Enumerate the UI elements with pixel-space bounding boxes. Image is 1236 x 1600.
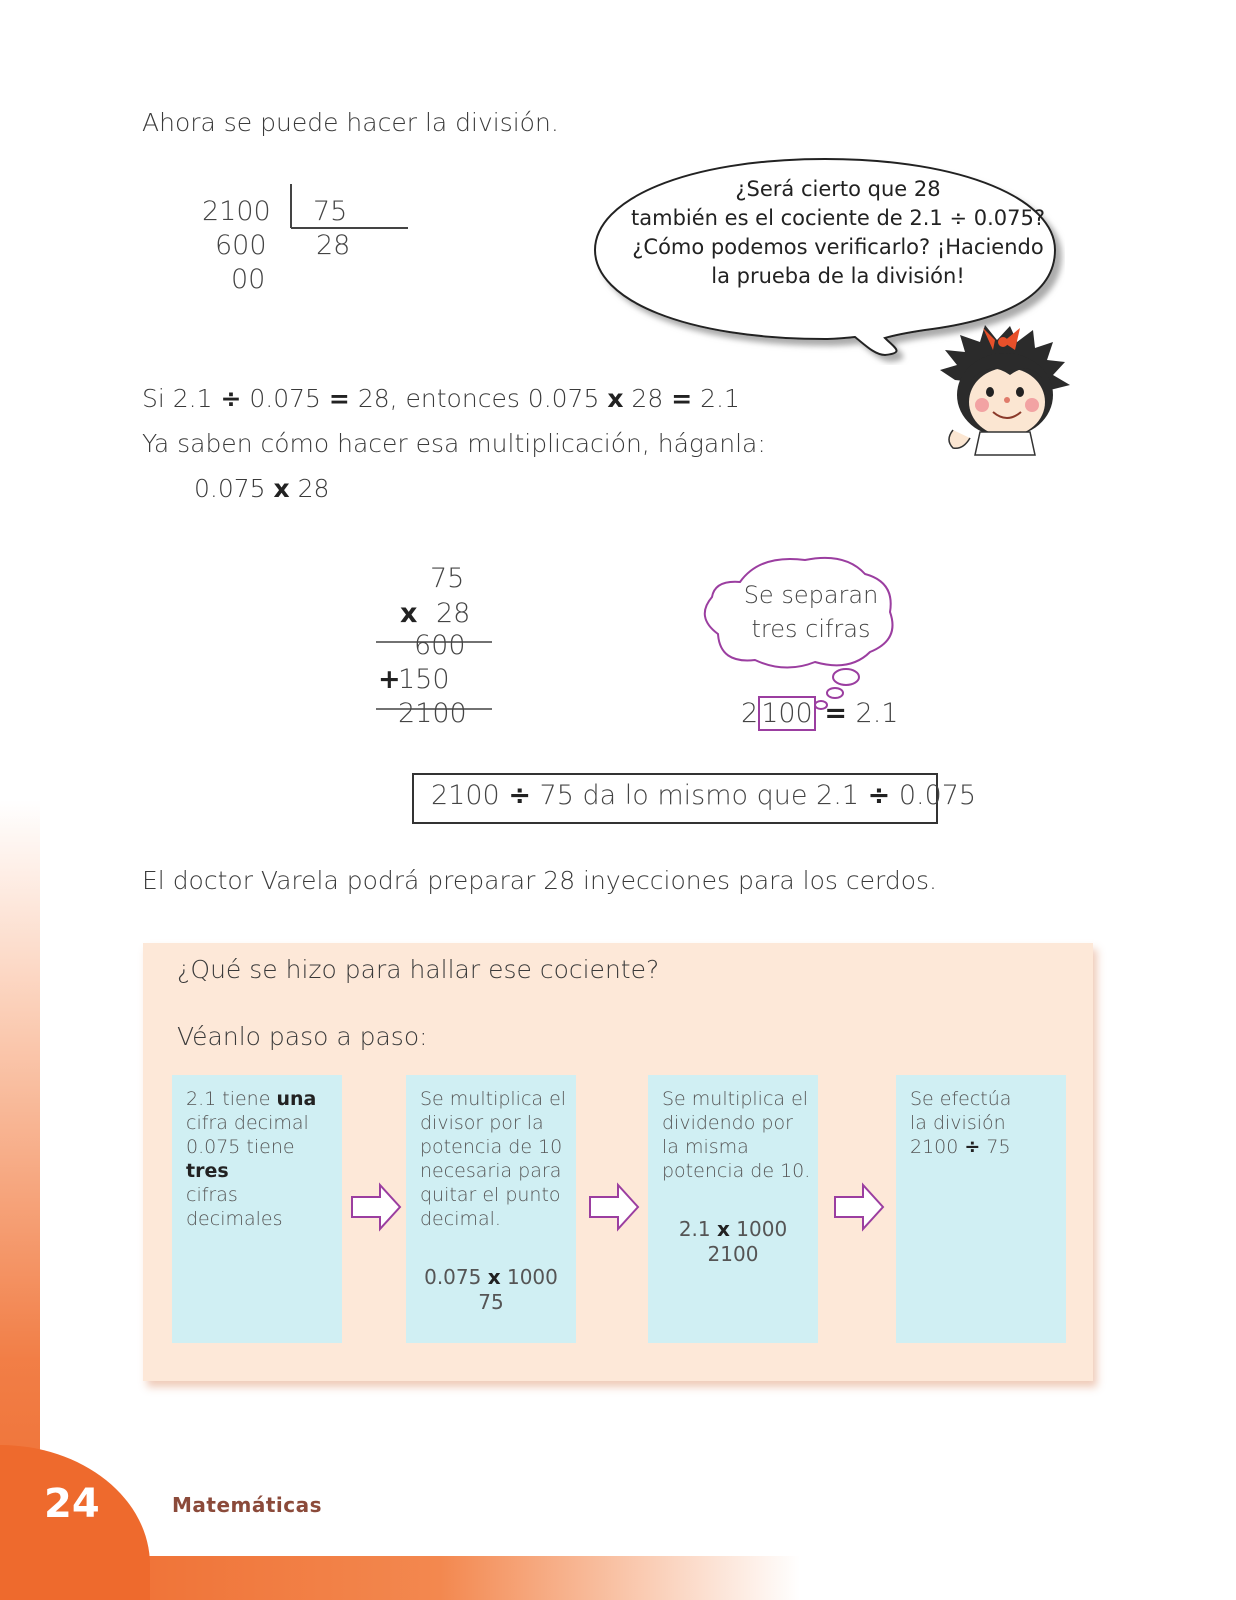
thought-line-2: tres cifras (751, 615, 871, 643)
speech-bubble-text (618, 175, 1058, 291)
product-expression: 0.075 x 28 (194, 474, 330, 503)
arrow-right-icon (833, 1182, 885, 1232)
mult-top: 75 (430, 563, 465, 594)
division-divisor: 75 (313, 196, 348, 227)
cartoon-girl-illustration (935, 320, 1085, 460)
arrow-right-icon (588, 1182, 640, 1232)
division-quotient: 28 (316, 230, 351, 261)
division-bracket (285, 182, 410, 232)
step-3-text: Se multiplica el dividendo por la misma potencia de 10. (662, 1088, 811, 1182)
intro-text: Ahora se puede hacer la división. (142, 108, 559, 137)
steps-subtitle: Véanlo paso a paso: (177, 1022, 428, 1051)
check-equation: Si 2.1 ÷ 0.075 = 28, entonces 0.075 x 28 = 2.1 (142, 384, 740, 413)
mult-partial-1: 600 (414, 630, 466, 661)
step-3-calc: 2.1 x 1000 2100 (678, 1217, 788, 1266)
division-dividend: 2100 (202, 196, 271, 227)
step-2-text: Se multiplica el divisor por la potencia de 10 necesaria para quitar el punto decimal. (420, 1088, 567, 1230)
instruction-text: Ya saben cómo hacer esa multiplicación, háganla: (142, 429, 766, 458)
speech-line-3: ¿Cómo podemos verificarlo? ¡Haciendo (632, 235, 1044, 259)
arrow-right-icon (350, 1182, 402, 1232)
speech-line-1: ¿Será cierto que 28 (735, 177, 941, 201)
step-1-card: 2.1 tiene una cifra decimal 0.075 tiene tres cifras decimales (172, 1075, 342, 1343)
steps-question: ¿Qué se hizo para hallar ese cociente? (177, 955, 660, 984)
step-4-card: Se efectúa la división 2100 ÷ 75 (896, 1075, 1066, 1343)
speech-line-4: la prueba de la división! (711, 264, 965, 288)
conclusion-text: El doctor Varela podrá preparar 28 inyecciones para los cerdos. (142, 866, 937, 895)
boxed-digits: 100 (758, 696, 816, 731)
thought-bubble-text (706, 578, 916, 646)
division-remainder-2: 00 (231, 264, 266, 295)
decimal-shift: 2 100 = 2.1 (741, 698, 899, 729)
equivalence-text: 2100 ÷ 75 da lo mismo que 2.1 ÷ 0.075 (431, 780, 977, 811)
division-remainder-1: 600 (215, 230, 267, 261)
step-3-card (648, 1075, 818, 1343)
mult-result: 2100 (398, 698, 467, 729)
mult-partial-2: 150 (398, 664, 450, 695)
speech-line-2: también es el cociente de 2.1 ÷ 0.075? (631, 206, 1045, 230)
footer-subject: Matemáticas (172, 1493, 323, 1517)
page-number: 24 (44, 1481, 100, 1527)
mult-plus: + (378, 664, 401, 695)
step-2-calc: 0.075 x 1000 75 (424, 1265, 558, 1314)
thought-line-1: Se separan (743, 581, 879, 609)
step-2-card (406, 1075, 576, 1343)
mult-sign: x (400, 598, 418, 629)
mult-bottom: 28 (436, 598, 471, 629)
